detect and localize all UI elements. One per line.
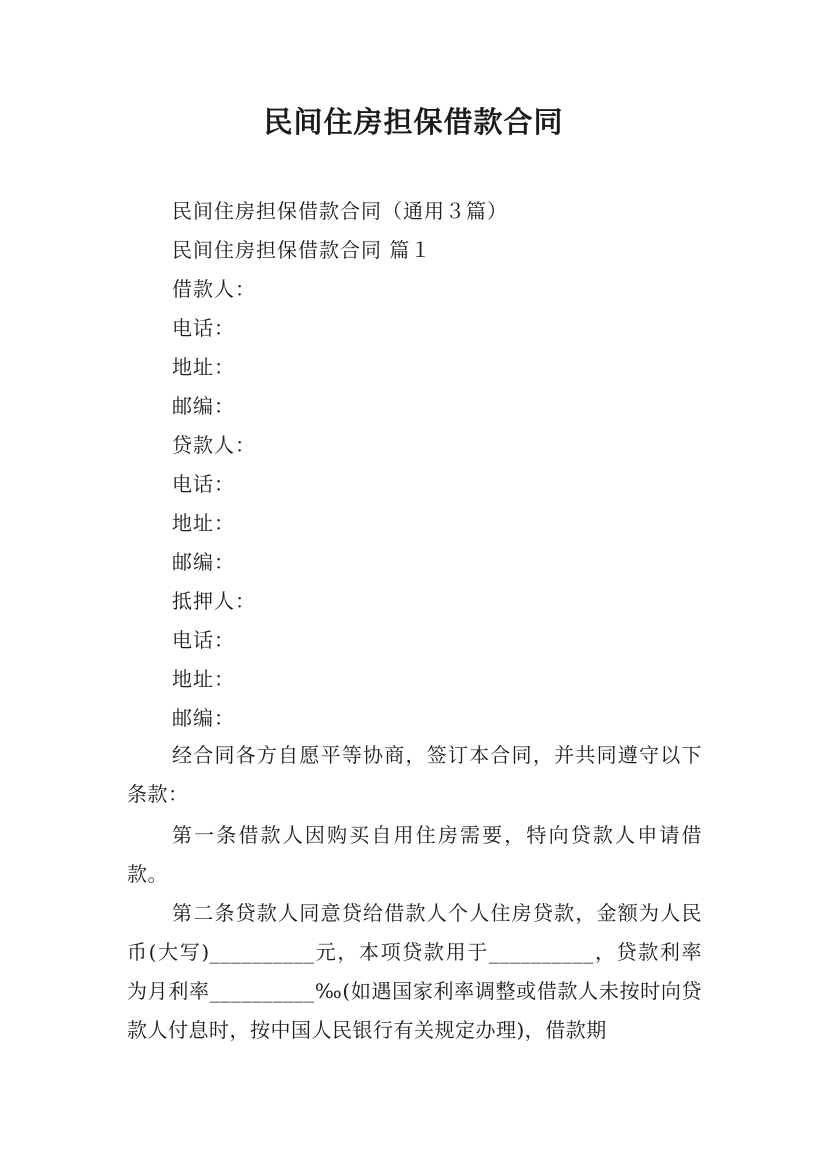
mortgagor-address-label: 地址： [172,667,235,691]
document-subtitle: 民间住房担保借款合同（通用３篇） [172,199,508,223]
paragraph-article-1: 第一条借款人因购买自用住房需要，特向贷款人申请借款。 [127,823,702,886]
document-title: 民间住房担保借款合同 [263,105,564,139]
mortgagor-postcode-label: 邮编： [172,706,235,730]
mortgagor-label: 抵押人： [172,589,256,613]
borrower-address-label: 地址： [172,355,235,379]
lender-phone-label: 电话： [172,472,235,496]
mortgagor-phone-label: 电话： [172,628,235,652]
lender-label: 贷款人： [172,433,256,457]
borrower-label: 借款人： [172,277,256,301]
borrower-phone-label: 电话： [172,316,235,340]
section-heading: 民间住房担保借款合同 篇１ [172,238,432,262]
lender-postcode-label: 邮编： [172,550,235,574]
paragraph-article-2: 第二条贷款人同意贷给借款人个人住房贷款，金额为人民币(大写)__________元，本项贷款用于__________，贷款利率为月利率__________‰(如遇国家利率调整或借款人未按时向贷款人付息时，按中国人民银行有关规定办理)，借款期 [127,901,702,1042]
lender-address-label: 地址： [172,511,235,535]
paragraph-intro: 经合同各方自愿平等协商，签订本合同，并共同遵守以下条款： [127,743,702,806]
borrower-postcode-label: 邮编： [172,394,235,418]
